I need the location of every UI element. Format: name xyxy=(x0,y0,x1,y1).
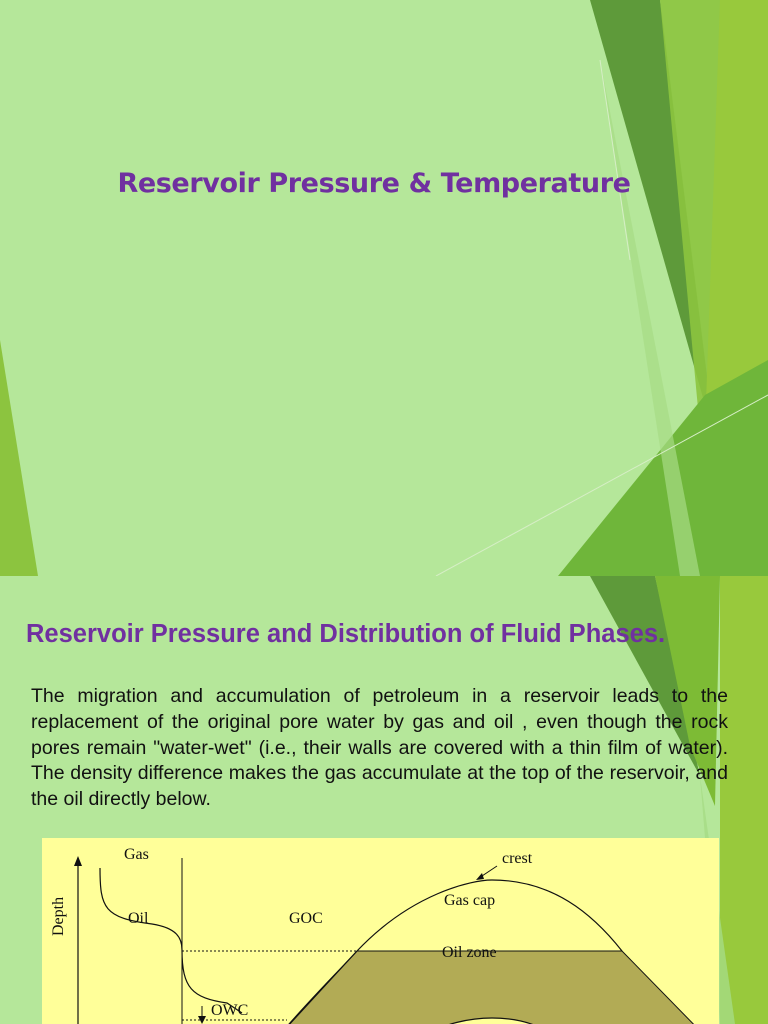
crest-label: crest xyxy=(502,850,533,867)
owc-label: OWC xyxy=(211,1002,249,1019)
slide2-body: The migration and accumulation of petroleum in a reservoir leads to the replacement of the original pore water by gas and oil , even though the rock pores remain "water-wet" (i.e., their walls are covered with a thin film of water). The density difference makes the gas accumulate at the top of the reservoir, and the oil directly below. xyxy=(31,685,728,811)
slide1-title: Reservoir Pressure & Temperature xyxy=(117,168,631,199)
fluid-distribution-diagram xyxy=(42,838,719,1024)
saturation-profile-curve xyxy=(100,868,242,1013)
content-slide xyxy=(0,576,768,1024)
depth-axis-label: Depth xyxy=(50,896,67,936)
oil-zone-label: Oil zone xyxy=(442,944,497,961)
gas-cap-label: Gas cap xyxy=(444,892,496,909)
profile-oil-label: Oil xyxy=(128,910,149,927)
crest-pointer-head xyxy=(476,873,484,880)
goc-label: GOC xyxy=(289,910,323,927)
deco-left-sliver xyxy=(0,340,38,576)
diagram-drawing xyxy=(42,838,719,1024)
profile-gas-label: Gas xyxy=(124,846,149,863)
gas-cap-dome xyxy=(357,880,622,951)
depth-axis-arrowhead xyxy=(74,856,82,866)
slide2-title: Reservoir Pressure and Distribution of Fluid Phases. xyxy=(26,620,666,648)
